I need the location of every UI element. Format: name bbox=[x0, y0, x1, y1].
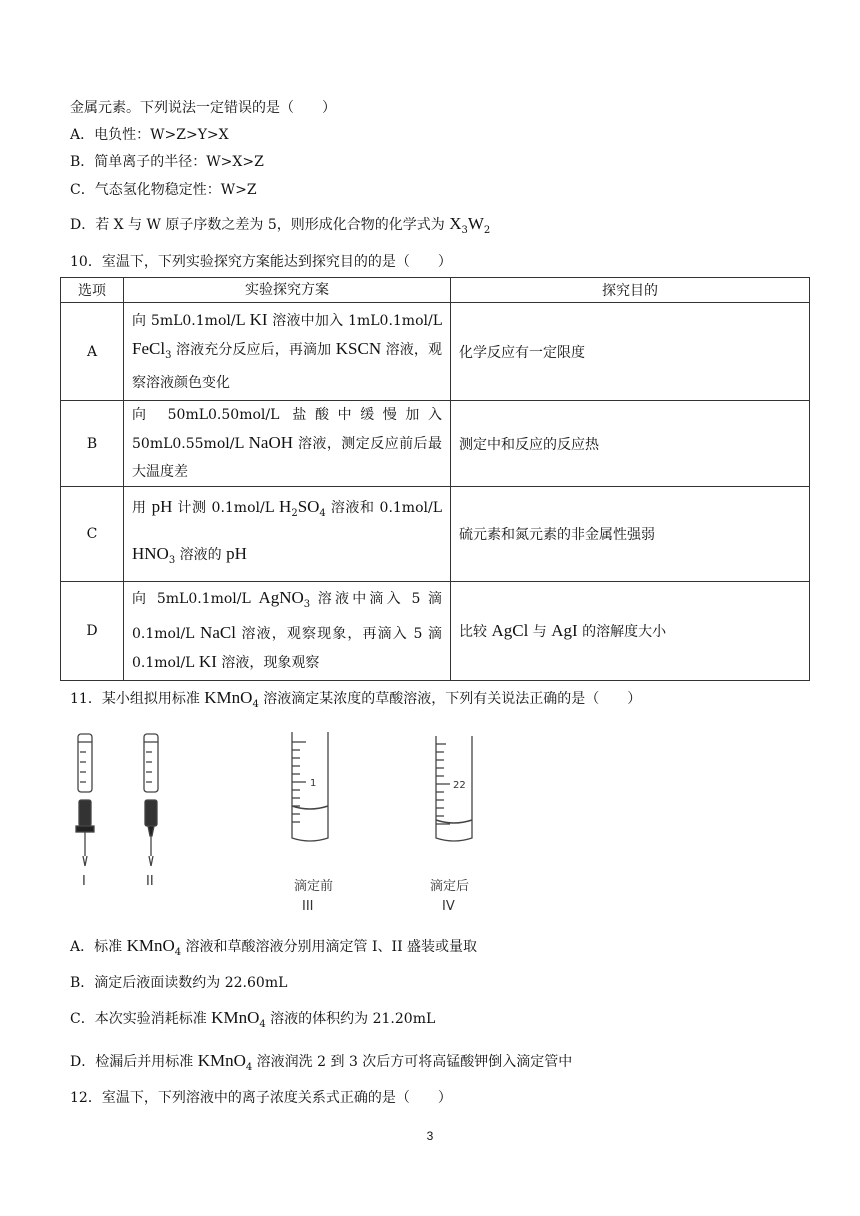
subscript: 3 bbox=[303, 598, 311, 610]
q9-option-c: C．气态氢化物稳定性：W>Z bbox=[70, 182, 257, 198]
text: 溶液润洗 2 到 3 次后方可将高锰酸钾倒入滴定管中 bbox=[252, 1054, 573, 1070]
subscript: 4 bbox=[319, 507, 326, 519]
subscript: 4 bbox=[245, 1061, 253, 1073]
text: 溶液滴定某浓度的草酸溶液，下列有关说法正确的是（ ） bbox=[258, 691, 642, 707]
text: 11．某小组拟用标准 bbox=[70, 691, 205, 707]
caption-after: 滴定后 bbox=[430, 879, 470, 894]
text: 计测 0.1mol/L bbox=[172, 500, 280, 516]
subscript: 3 bbox=[165, 349, 172, 361]
table-row bbox=[61, 487, 810, 582]
label-i: I bbox=[82, 874, 86, 889]
text: 溶液，观察溶液颜色变化 bbox=[132, 341, 442, 392]
row-plan bbox=[124, 303, 451, 401]
tick-label: 1 bbox=[310, 778, 317, 789]
burette-figure bbox=[70, 728, 510, 918]
formula: HNO bbox=[132, 543, 169, 563]
row-option: B bbox=[61, 401, 124, 487]
q9-option-a: A．电负性：W>Z>Y>X bbox=[70, 127, 229, 143]
caption-before: 滴定前 bbox=[294, 879, 334, 894]
formula: W bbox=[467, 214, 484, 233]
label-iv: IV bbox=[442, 899, 455, 914]
text: 溶液充分反应后，再滴加 bbox=[171, 341, 336, 358]
row-goal bbox=[451, 581, 810, 680]
formula: FeCl bbox=[132, 338, 166, 358]
page-number: 3 bbox=[426, 1129, 434, 1143]
formula: AgCl bbox=[491, 620, 529, 640]
q11-option-b: B．滴定后液面读数约为 22.60mL bbox=[70, 975, 288, 991]
text: 的溶解度大小 bbox=[577, 623, 667, 640]
tick-label: 22 bbox=[453, 780, 466, 791]
formula: KMnO bbox=[204, 688, 253, 707]
formula: AgI bbox=[551, 620, 578, 640]
table-row bbox=[61, 581, 810, 680]
text: 比较 bbox=[459, 623, 492, 640]
formula: NaOH bbox=[248, 433, 294, 452]
text: 与 bbox=[528, 623, 552, 640]
subscript: 4 bbox=[252, 698, 259, 710]
text: 溶液和草酸溶液分别用滴定管 I、II 盛装或量取 bbox=[181, 939, 478, 955]
q11-stem bbox=[70, 689, 641, 714]
label-ii: II bbox=[146, 874, 154, 889]
row-plan bbox=[124, 581, 451, 680]
row-plan bbox=[124, 487, 451, 582]
subscript: 4 bbox=[259, 1018, 266, 1030]
burette-ii-icon bbox=[144, 734, 158, 866]
text: 溶液的 bbox=[175, 546, 227, 563]
text: 溶液，现象观察 bbox=[216, 654, 320, 671]
row-goal: 硫元素和氮元素的非金属性强弱 bbox=[451, 487, 810, 582]
text: 用 bbox=[132, 500, 152, 516]
text: 向 5mL0.1mol/L bbox=[132, 312, 250, 329]
formula: KSCN bbox=[335, 338, 382, 358]
row-goal: 化学反应有一定限度 bbox=[451, 303, 810, 401]
text: C．本次实验消耗标准 bbox=[70, 1011, 212, 1027]
q9-option-d bbox=[70, 215, 490, 240]
text: 向 5mL0.1mol/L bbox=[132, 591, 259, 608]
row-plan bbox=[124, 401, 451, 487]
formula: H bbox=[279, 497, 292, 516]
header-option: 选项 bbox=[61, 278, 124, 303]
formula: KMnO bbox=[126, 936, 175, 955]
formula: KI bbox=[249, 309, 268, 329]
q11-option-c bbox=[70, 1009, 435, 1034]
subscript: 3 bbox=[461, 224, 468, 236]
text: 溶液中加入 1mL0.1mol/L bbox=[267, 312, 443, 329]
experiment-table bbox=[60, 277, 810, 681]
formula: AgNO bbox=[258, 588, 304, 608]
subscript: 3 bbox=[168, 554, 176, 566]
text: 溶液，观察现象，再滴入 5 滴 0.1mol/L bbox=[132, 625, 442, 671]
q11-option-a bbox=[70, 937, 477, 962]
formula: KI bbox=[198, 651, 217, 671]
formula: pH bbox=[151, 497, 173, 516]
q9-option-d-text: D．若 X 与 W 原子序数之差为 5，则形成化合物的化学式为 bbox=[70, 217, 450, 233]
formula: SO bbox=[297, 497, 320, 516]
text: 溶液和 0.1mol/L bbox=[325, 500, 442, 516]
q9-option-b: B．简单离子的半径：W>X>Z bbox=[70, 154, 264, 170]
subscript: 4 bbox=[174, 946, 182, 958]
formula: X bbox=[449, 214, 462, 233]
text: 向 50mL0.50mol/L 盐酸中缓慢加入 50mL0.55mol/L bbox=[132, 407, 442, 452]
row-option: D bbox=[61, 581, 124, 680]
table-row bbox=[61, 303, 810, 401]
table-row bbox=[61, 401, 810, 487]
formula: KMnO bbox=[197, 1051, 246, 1070]
formula: pH bbox=[226, 543, 247, 563]
text: D．检漏后并用标准 bbox=[70, 1054, 198, 1070]
burette-i-icon bbox=[76, 734, 94, 866]
formula: KMnO bbox=[211, 1008, 260, 1027]
formula: NaCl bbox=[200, 622, 236, 642]
q11-option-d bbox=[70, 1052, 572, 1077]
text: 溶液中滴入 5 滴 0.1mol/L bbox=[132, 591, 442, 642]
subscript: 2 bbox=[483, 224, 491, 236]
text: 溶液，测定反应前后最大温度差 bbox=[132, 436, 442, 480]
table-header-row bbox=[61, 278, 810, 303]
q12-stem: 12．室温下，下列溶液中的离子浓度关系式正确的是（ ） bbox=[70, 1090, 452, 1106]
text: A．标准 bbox=[70, 939, 127, 955]
subscript: 2 bbox=[291, 507, 298, 519]
q9-stem: 金属元素。下列说法一定错误的是（ ） bbox=[70, 100, 336, 116]
row-option: A bbox=[61, 303, 124, 401]
header-plan: 实验探究方案 bbox=[124, 278, 451, 303]
header-goal: 探究目的 bbox=[451, 278, 810, 303]
row-option: C bbox=[61, 487, 124, 582]
q10-stem: 10．室温下，下列实验探究方案能达到探究目的的是（ ） bbox=[70, 254, 452, 270]
row-goal: 测定中和反应的反应热 bbox=[451, 401, 810, 487]
label-iii: III bbox=[302, 899, 314, 914]
text: 溶液的体积约为 21.20mL bbox=[265, 1011, 436, 1027]
